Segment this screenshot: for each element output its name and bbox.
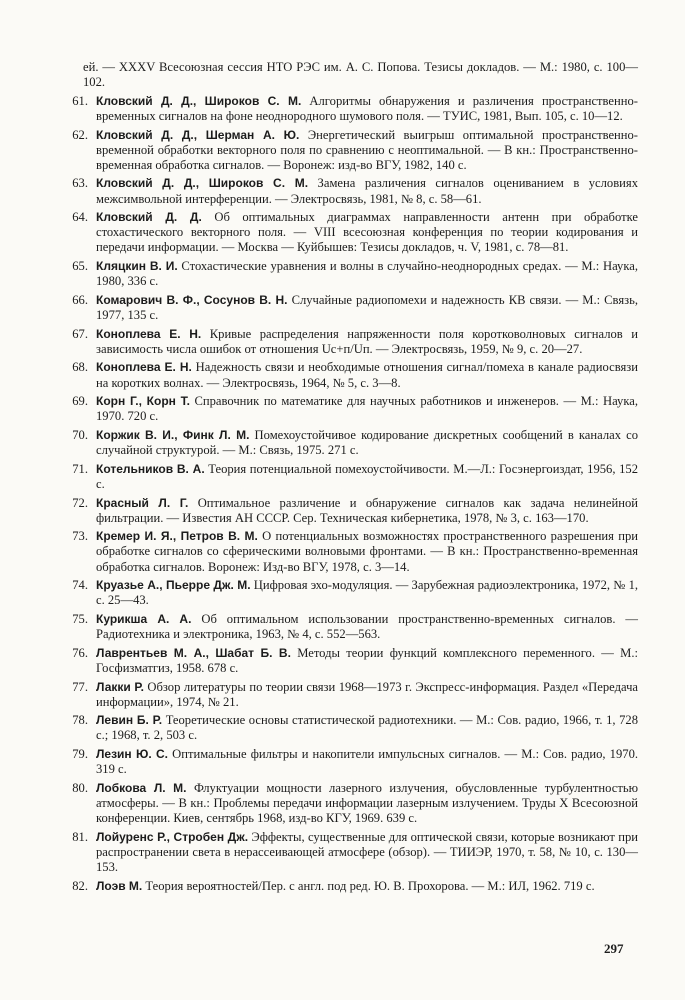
reference-text: Помехоустойчивое кодирование дискретных сообщений в каналах со случайной структурой. — М.: Связь, 1975. 271 с. [96, 428, 638, 458]
reference-text: Об оптимальном использовании пространственно-временных сигналов. — Радиотехника и электроника, 1963, № 4, с. 552—563. [96, 612, 638, 642]
reference-authors: Кловский Д. Д., Шерман А. Ю. [96, 127, 300, 142]
reference-entry [58, 428, 638, 458]
reference-entry [58, 94, 638, 124]
reference-text: Флуктуации мощности лазерного излучения, обусловленные турбулентностью атмосферы. — В кн.: Проблемы передачи информации лазерным излучением. Труды X Всесоюзной конференции. Киев, сентябрь 1968, изд-во КГУ, 1969. 639 с. [96, 780, 639, 826]
reference-number: 66. [72, 292, 88, 307]
reference-entry [58, 578, 638, 608]
reference-text: Цифровая эхо-модуляция. — Зарубежная радиоэлектроника, 1972, № 1, с. 25—43. [96, 578, 639, 608]
reference-entry [58, 462, 638, 492]
reference-entry [58, 259, 638, 289]
reference-text: ей. — XXXV Всесоюзная сессия НТО РЭС им. А. С. Попова. Тезисы докладов. — М.: 1980, с. 100—102. [83, 60, 638, 90]
page-number: 297 [604, 941, 624, 956]
reference-text: Справочник по математике для научных работников и инженеров. — М.: Наука, 1970. 720 с. [96, 394, 638, 424]
reference-entry [58, 176, 638, 206]
reference-number: 80. [72, 780, 88, 795]
reference-text: О потенциальных возможностях пространственного разрешения при обработке сигналов со сферическими волновыми фронтами. — В кн.: Пространственно-временная обработка сигналов. Воронеж: Изд-во ВГУ, 1978, с. 3—14. [96, 529, 638, 574]
reference-number: 70. [72, 428, 88, 442]
reference-entry [58, 713, 638, 743]
reference-text: Теоретические основы статистической радиотехники. — М.: Сов. радио, 1966, т. 1, 728 с.; 1968, т. 2, 503 с. [96, 713, 638, 743]
reference-entry [58, 210, 638, 255]
reference-text: Алгоритмы обнаружения и различения пространственно-временных сигналов на фоне неоднородного шумового поля. — ТУИС, 1981, Вып. 105, с. 10—12. [96, 93, 638, 123]
reference-entry [58, 327, 638, 357]
reference-number: 61. [72, 93, 88, 108]
reference-entry [58, 128, 638, 173]
reference-authors: Лакки Р. [96, 679, 144, 694]
reference-number: 62. [72, 127, 88, 142]
reference-authors: Кремер И. Я., Петров В. М. [96, 529, 258, 544]
reference-continuation [58, 60, 638, 90]
reference-authors: Котельников В. А. [96, 461, 205, 476]
reference-number: 77. [72, 679, 88, 694]
reference-entry [58, 394, 638, 424]
reference-authors: Лоэв М. [96, 878, 143, 893]
reference-entry [58, 612, 638, 642]
reference-authors: Комарович В. Ф., Сосунов В. Н. [96, 292, 288, 307]
reference-entry [58, 781, 638, 826]
reference-entry [58, 747, 638, 777]
reference-text: Случайные радиопомехи и надежность КВ связи. — М.: Связь, 1977, 135 с. [96, 292, 638, 322]
reference-number: 76. [72, 645, 88, 660]
reference-text: Теория потенциальной помехоустойчивости. М.—Л.: Госэнергоиздат, 1956, 152 с. [96, 461, 638, 491]
reference-text: Энергетический выигрыш оптимальной пространственно-временной обработки векторного поля по сравнению с неоптимальной. — В кн.: Пространственно-временная обработка сигналов. — Воронеж: изд-во ВГУ, 1982, 140 с. [96, 127, 639, 172]
reference-authors: Лаврентьев М. А., Шабат Б. В. [96, 645, 291, 660]
reference-text: Кривые распределения напряженности поля коротковолновых сигналов и зависимость числа ошибок от отношения Uс+п/Uп. — Электросвязь, 1959, № 9, с. 20—27. [96, 326, 638, 356]
reference-entry [58, 680, 638, 710]
reference-number: 74. [72, 578, 88, 593]
reference-number: 71. [72, 461, 88, 476]
reference-authors: Лобкова Л. М. [96, 780, 187, 795]
reference-text: Оптимальное различение и обнаружение сигналов как задача нелинейной фильтрации. — Известия АН СССР. Сер. Техническая кибернетика, 1978, № 3, с. 163—170. [96, 495, 638, 525]
reference-authors: Круазье А., Пьерре Дж. М. [96, 578, 251, 593]
reference-authors: Левин Б. Р. [96, 713, 163, 728]
reference-text: Об оптимальных диаграммах направленности антенн при обработке стохастического векторного поля. — VIII всесоюзная конференция по теории кодирования и передачи информации. — Москва — Куйбышев: Тезисы докладов, ч. V, 1981, с. 78—81. [96, 210, 638, 255]
reference-number: 63. [72, 176, 88, 191]
reference-authors: Кловский Д. Д., Широков С. М. [96, 93, 302, 108]
reference-authors: Коноплева Е. Н. [96, 326, 202, 341]
reference-authors: Коноплева Е. Н. [96, 360, 192, 375]
reference-authors: Красный Л. Г. [96, 495, 189, 510]
reference-entry [58, 646, 638, 676]
reference-number: 67. [72, 326, 88, 341]
reference-number: 78. [72, 713, 88, 728]
reference-number: 79. [72, 747, 88, 762]
reference-authors: Коржик В. И., Финк Л. М. [96, 428, 250, 442]
reference-text: Обзор литературы по теории связи 1968—1973 г. Экспресс-информация. Раздел «Передача информации», 1974, № 21. [96, 679, 639, 709]
reference-text: Теория вероятностей/Пер. с англ. под ред. Ю. В. Прохорова. — М.: ИЛ, 1962. 719 с. [145, 878, 595, 893]
reference-entry [58, 529, 638, 574]
reference-entry [58, 293, 638, 323]
reference-authors: Лойуренс Р., Стробен Дж. [96, 829, 249, 844]
reference-number: 64. [72, 210, 88, 225]
reference-number: 75. [72, 612, 88, 626]
reference-authors: Корн Г., Корн Т. [96, 394, 190, 409]
reference-text: Оптимальные фильтры и накопители импульсных сигналов. — М.: Сов. радио, 1970. 319 с. [96, 747, 639, 777]
reference-entry [58, 879, 638, 894]
reference-entry [58, 496, 638, 526]
reference-number: 65. [72, 259, 88, 274]
reference-number: 69. [72, 394, 88, 409]
reference-number: 72. [72, 495, 88, 510]
reference-text: Эффекты, существенные для оптической связи, которые возникают при распространении света в нерассеивающей атмосфере (обзор). — ТИИЭР, 1970, т. 58, № 10, с. 130—153. [96, 829, 638, 874]
reference-list [58, 60, 638, 897]
reference-number: 82. [72, 878, 88, 893]
reference-number: 68. [72, 360, 88, 375]
reference-number: 81. [72, 829, 88, 844]
reference-text: Методы теории функций комплексного переменного. — М.: Госфизматгиз, 1958. 678 с. [96, 645, 638, 675]
reference-entry [58, 360, 638, 390]
reference-text: Стохастические уравнения и волны в случайно-неоднородных средах. — М.: Наука, 1980, 336 с. [96, 259, 638, 289]
reference-number: 73. [72, 529, 88, 544]
reference-text: Замена различения сигналов оцениванием в условиях межсимвольной интерференции. — Электросвязь, 1981, № 8, с. 58—61. [96, 176, 638, 206]
reference-authors: Кловский Д. Д., Широков С. М. [96, 176, 309, 191]
reference-text: Надежность связи и необходимые отношения сигнал/помеха в канале радиосвязи на коротких волнах. — Электросвязь, 1964, № 5, с. 3—8. [96, 360, 638, 390]
reference-entry [58, 830, 638, 875]
reference-authors: Кляцкин В. И. [96, 259, 178, 274]
reference-authors: Лезин Ю. С. [96, 747, 168, 762]
reference-authors: Кловский Д. Д. [96, 210, 202, 225]
reference-authors: Курикша А. А. [96, 612, 192, 626]
